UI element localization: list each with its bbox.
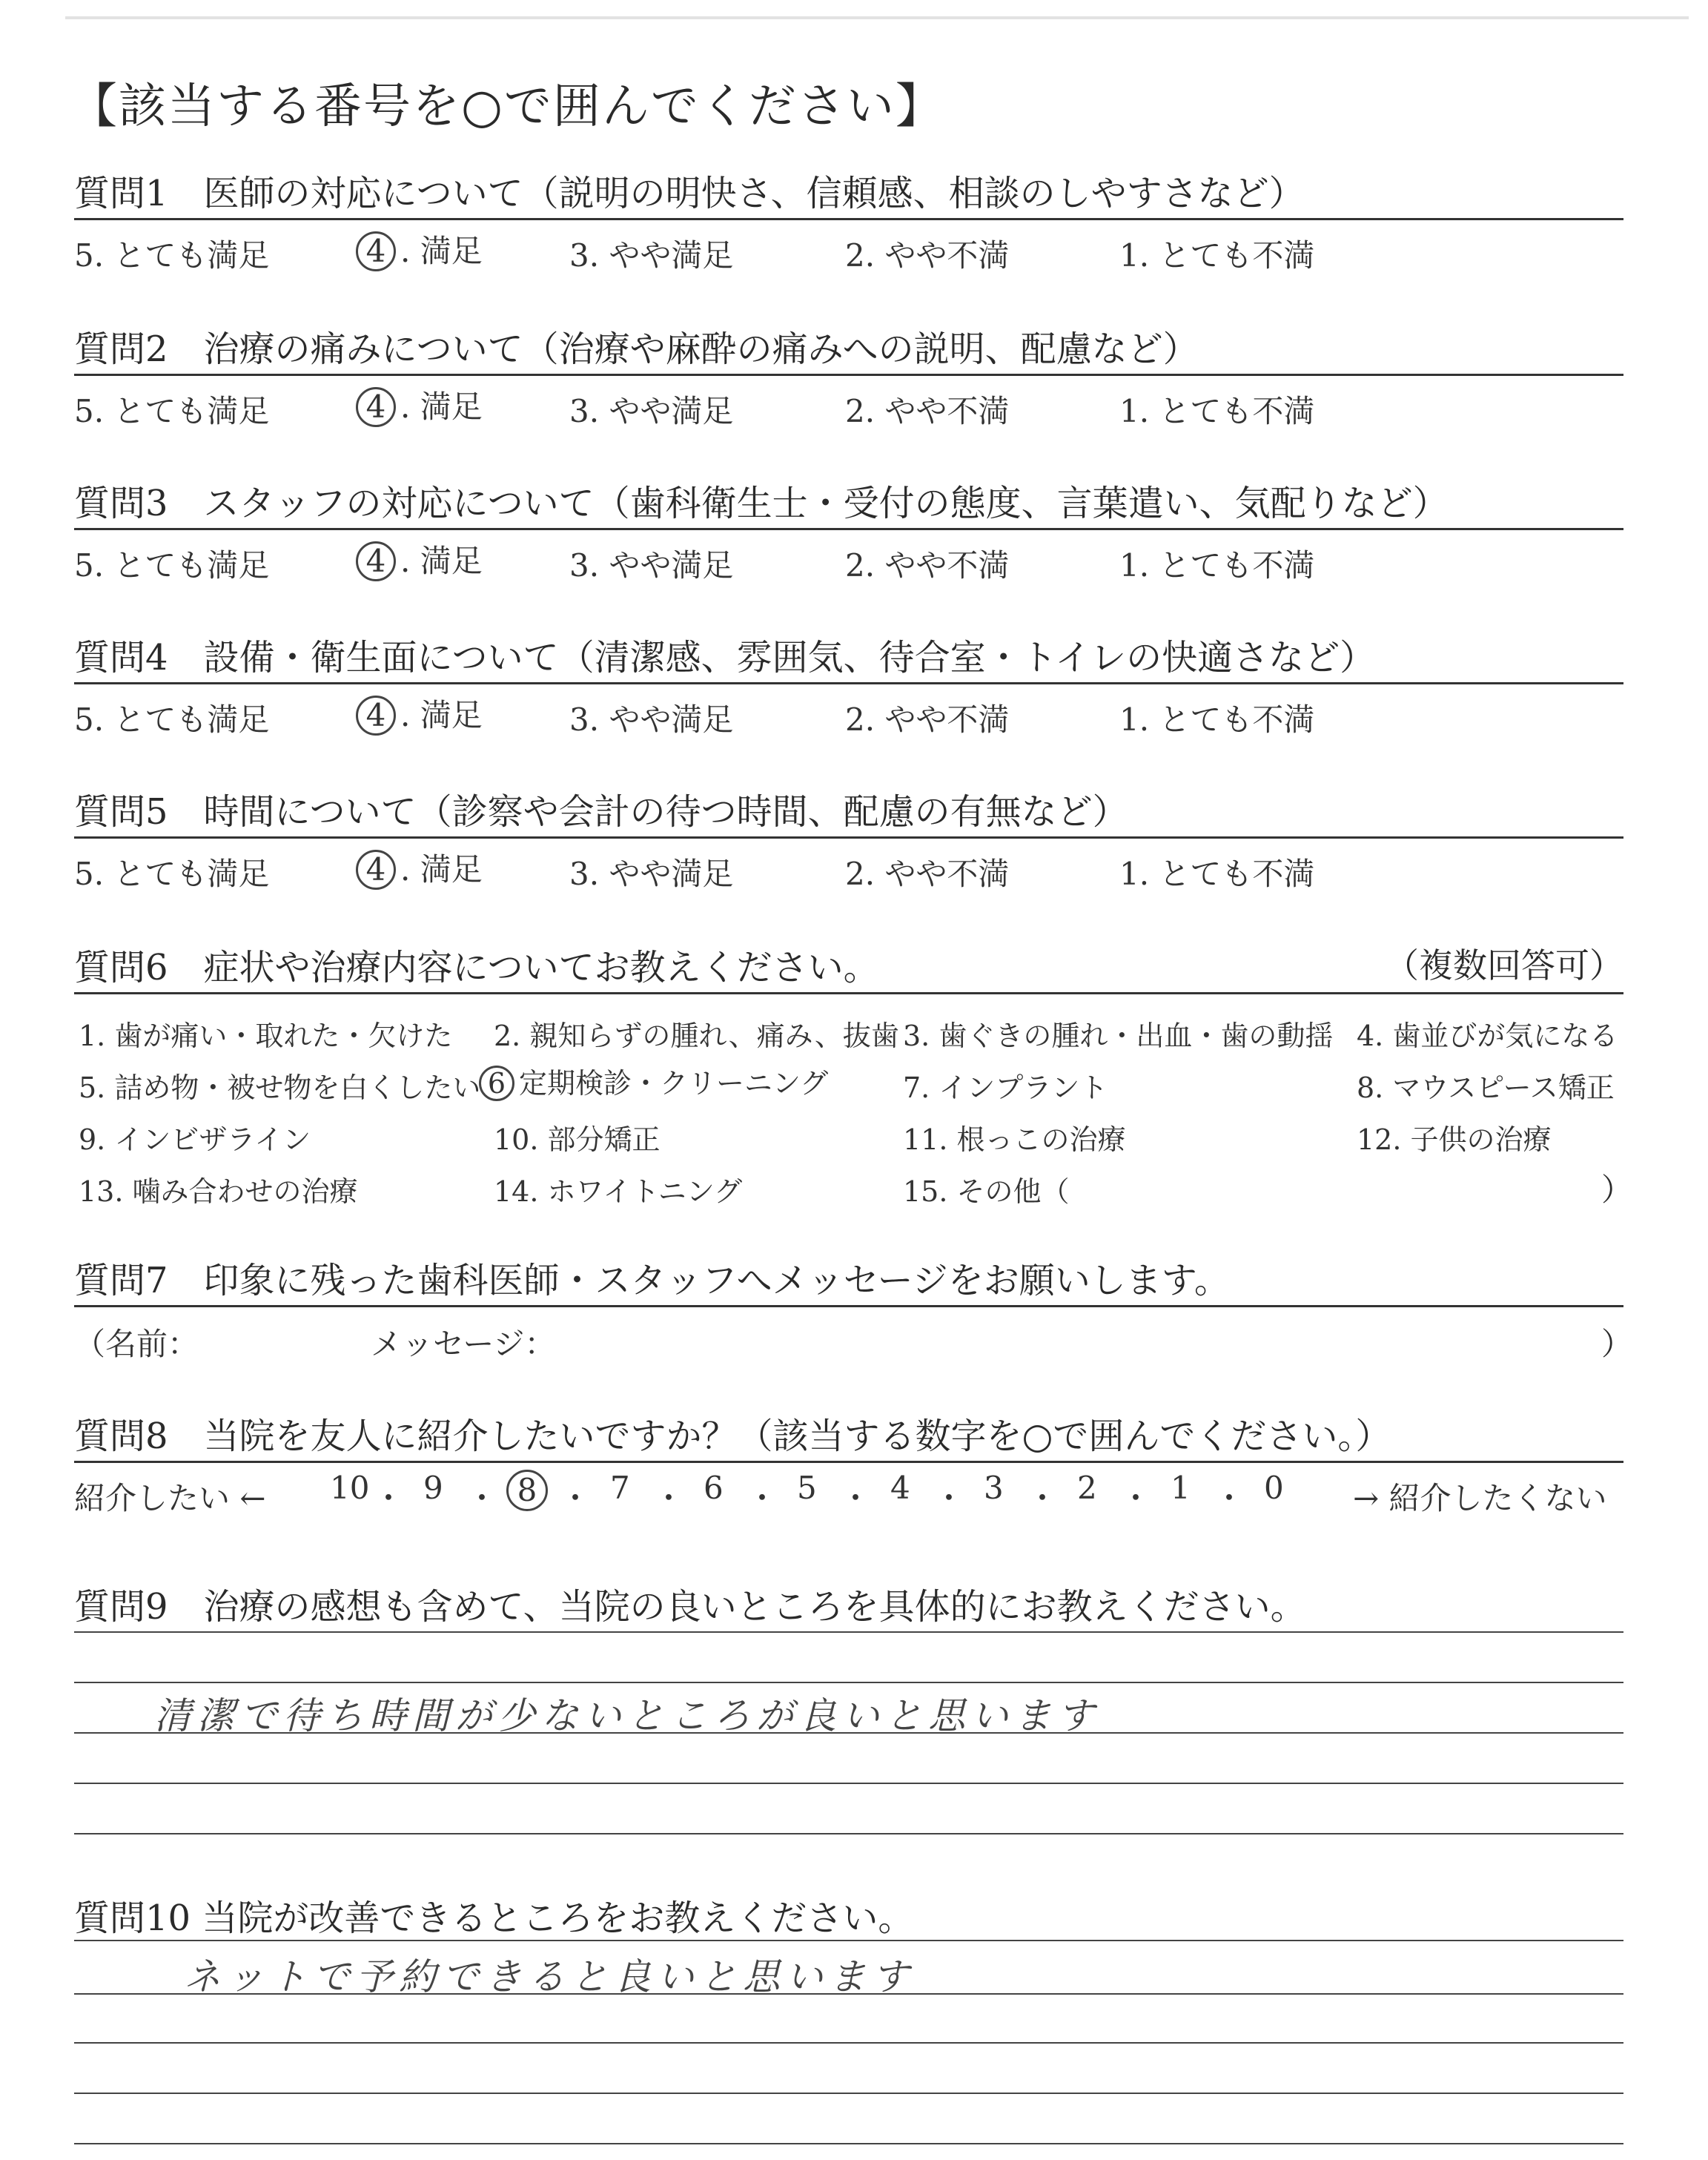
question-6-underline bbox=[74, 992, 1623, 994]
q10-answer-line-5 bbox=[74, 2143, 1623, 2144]
question-4-heading: 質問4 設備・衛生面について（清潔感、雰囲気、待合室・トイレの快適さなど） bbox=[74, 637, 1376, 678]
q3-option-5[interactable]: 5. とても満足 bbox=[74, 547, 270, 584]
q4-option-1[interactable]: 1. とても不満 bbox=[1119, 701, 1315, 738]
q6-item-13[interactable]: 13. 噛み合わせの治療 bbox=[79, 1175, 358, 1208]
q9-answer-line-4 bbox=[74, 1783, 1623, 1784]
q8-scale-value-1[interactable]: 1 bbox=[1171, 1470, 1191, 1506]
question-6-heading: 質問6 症状や治療内容についてお教えください。 bbox=[74, 947, 879, 988]
q6-item-7[interactable]: 7. インプラント bbox=[903, 1071, 1108, 1104]
q6-item-6-label: 定期検診・クリーニング bbox=[519, 1067, 829, 1100]
q6-item-6[interactable] bbox=[479, 1060, 828, 1101]
question-8-underline bbox=[74, 1461, 1623, 1463]
q10-handwritten-answer[interactable]: ネットで予約できると良いと思います bbox=[184, 1955, 915, 1998]
question-3-underline bbox=[74, 528, 1623, 530]
q5-option-4-number: 4 bbox=[356, 850, 396, 890]
question-9-heading: 質問9 治療の感想も含めて、当院の良いところを具体的にお教えください。 bbox=[74, 1586, 1306, 1628]
q8-scale-separator: ・ bbox=[840, 1480, 872, 1516]
page-title: 【該当する番号を○で囲んでください】 bbox=[70, 79, 944, 134]
q8-scale-separator: ・ bbox=[933, 1480, 965, 1516]
q8-scale-separator: ・ bbox=[560, 1480, 592, 1516]
q1-option-3[interactable]: 3. やや満足 bbox=[569, 237, 734, 274]
q2-option-2[interactable]: 2. やや不満 bbox=[845, 393, 1010, 429]
q1-option-4-label: . 満足 bbox=[400, 233, 483, 269]
q1-option-2[interactable]: 2. やや不満 bbox=[845, 237, 1010, 274]
question-10-heading: 質問10 当院が改善できるところをお教えください。 bbox=[74, 1898, 914, 1939]
q7-message-label[interactable]: メッセージ： bbox=[371, 1326, 556, 1362]
q8-scale-value-9[interactable]: 9 bbox=[423, 1470, 443, 1506]
q4-option-2[interactable]: 2. やや不満 bbox=[845, 701, 1010, 738]
q6-item-1[interactable]: 1. 歯が痛い・取れた・欠けた bbox=[79, 1020, 453, 1052]
question-2 bbox=[74, 320, 1623, 469]
q9-answer-line-2 bbox=[74, 1682, 1623, 1683]
q1-option-4[interactable] bbox=[356, 227, 483, 271]
q6-item-10[interactable]: 10. 部分矯正 bbox=[494, 1123, 661, 1156]
question-5-underline bbox=[74, 836, 1623, 839]
q3-option-2[interactable]: 2. やや不満 bbox=[845, 547, 1010, 584]
q8-scale-separator: ・ bbox=[373, 1480, 405, 1516]
q8-scale-value-3[interactable]: 3 bbox=[984, 1470, 1004, 1506]
q5-option-4-label: . 満足 bbox=[400, 851, 483, 888]
question-5-heading: 質問5 時間について（診察や会計の待つ時間、配慮の有無など） bbox=[74, 791, 1128, 833]
q8-scale-value-6[interactable]: 6 bbox=[704, 1470, 724, 1506]
q6-item-8[interactable]: 8. マウスピース矯正 bbox=[1357, 1071, 1615, 1104]
q3-option-1[interactable]: 1. とても不満 bbox=[1119, 547, 1315, 584]
q1-option-5[interactable]: 5. とても満足 bbox=[74, 237, 270, 274]
q2-option-3[interactable]: 3. やや満足 bbox=[569, 393, 734, 429]
q6-item-12[interactable]: 12. 子供の治療 bbox=[1357, 1123, 1552, 1156]
question-4 bbox=[74, 629, 1623, 777]
q8-scale-separator: ・ bbox=[747, 1480, 778, 1516]
q4-option-4-label: . 満足 bbox=[400, 697, 483, 733]
q5-option-3[interactable]: 3. やや満足 bbox=[569, 856, 734, 892]
q6-item-14[interactable]: 14. ホワイトニング bbox=[494, 1175, 743, 1208]
question-1-heading: 質問1 医師の対応について（説明の明快さ、信頼感、相談のしやすさなど） bbox=[74, 173, 1305, 214]
q2-option-5[interactable]: 5. とても満足 bbox=[74, 393, 270, 429]
q9-answer-line-1 bbox=[74, 1631, 1623, 1633]
q6-item-4[interactable]: 4. 歯並びが気になる bbox=[1357, 1020, 1618, 1052]
q8-scale-separator: ・ bbox=[466, 1480, 498, 1516]
q5-option-1[interactable]: 1. とても不満 bbox=[1119, 856, 1315, 892]
q10-answer-line-1 bbox=[74, 1940, 1623, 1941]
q8-scale-value-8[interactable]: 8 bbox=[506, 1470, 548, 1511]
q8-scale-value-10[interactable]: 10 bbox=[330, 1470, 370, 1506]
q10-answer-line-3 bbox=[74, 2042, 1623, 2044]
q2-option-4-label: . 満足 bbox=[400, 389, 483, 425]
q2-option-1[interactable]: 1. とても不満 bbox=[1119, 393, 1315, 429]
q8-scale-value-4[interactable]: 4 bbox=[890, 1470, 910, 1506]
q5-option-2[interactable]: 2. やや不満 bbox=[845, 856, 1010, 892]
q4-option-5[interactable]: 5. とても満足 bbox=[74, 701, 270, 738]
q5-option-5[interactable]: 5. とても満足 bbox=[74, 856, 270, 892]
q6-item-9[interactable]: 9. インビザライン bbox=[79, 1123, 311, 1156]
q6-item-15[interactable]: 15. その他（ bbox=[903, 1175, 1070, 1208]
question-2-underline bbox=[74, 374, 1623, 376]
q4-option-3[interactable]: 3. やや満足 bbox=[569, 701, 734, 738]
q2-option-4-number: 4 bbox=[356, 387, 396, 427]
q8-scale-separator: ・ bbox=[1027, 1480, 1059, 1516]
q6-item-6-number: 6 bbox=[479, 1066, 514, 1101]
q8-scale-separator: ・ bbox=[1214, 1480, 1245, 1516]
question-2-heading: 質問2 治療の痛みについて（治療や麻酔の痛みへの説明、配慮など） bbox=[74, 328, 1199, 370]
q5-option-4[interactable] bbox=[356, 845, 483, 890]
question-5 bbox=[74, 783, 1623, 931]
question-3 bbox=[74, 475, 1623, 623]
scan-top-edge bbox=[65, 16, 1689, 19]
q6-item-5[interactable]: 5. 詰め物・被せ物を白くしたい bbox=[79, 1071, 481, 1104]
q4-option-4-number: 4 bbox=[356, 696, 396, 736]
q3-option-4-label: . 満足 bbox=[400, 543, 483, 579]
q1-option-4-number: 4 bbox=[356, 231, 396, 271]
q3-option-3[interactable]: 3. やや満足 bbox=[569, 547, 734, 584]
q8-scale-value-2[interactable]: 2 bbox=[1077, 1470, 1097, 1506]
q9-answer-line-5 bbox=[74, 1833, 1623, 1834]
q8-scale-value-5[interactable]: 5 bbox=[797, 1470, 817, 1506]
question-6 bbox=[74, 939, 1633, 1221]
q8-scale-value-7[interactable]: 7 bbox=[610, 1470, 630, 1506]
q8-scale-value-0[interactable]: 0 bbox=[1264, 1470, 1284, 1506]
q10-answer-line-4 bbox=[74, 2093, 1623, 2094]
question-6-multiple-note: （複数回答可） bbox=[1385, 945, 1623, 985]
question-3-heading: 質問3 スタッフの対応について（歯科衛生士・受付の態度、言葉遣い、気配りなど） bbox=[74, 483, 1449, 524]
question-7-underline bbox=[74, 1305, 1623, 1307]
q4-option-4[interactable] bbox=[356, 691, 483, 736]
question-8-heading: 質問8 当院を友人に紹介したいですか？（該当する数字を○で囲んでください。） bbox=[74, 1416, 1391, 1457]
q8-right-label: → 紹介したくない bbox=[1353, 1480, 1607, 1516]
question-7 bbox=[74, 1252, 1633, 1400]
q7-close-paren: ） bbox=[1601, 1326, 1633, 1362]
q6-item-11[interactable]: 11. 根っこの治療 bbox=[903, 1123, 1126, 1156]
question-1-underline bbox=[74, 218, 1623, 220]
q1-option-1[interactable]: 1. とても不満 bbox=[1119, 237, 1315, 274]
q2-option-4[interactable] bbox=[356, 383, 483, 427]
q3-option-4[interactable] bbox=[356, 537, 483, 581]
q9-handwritten-answer[interactable]: 清潔で待ち時間が少ないところが良いと思います bbox=[154, 1694, 1100, 1737]
q6-other-close-paren: ） bbox=[1601, 1172, 1633, 1208]
q7-name-label[interactable]: （名前： bbox=[74, 1326, 199, 1362]
q6-item-3[interactable]: 3. 歯ぐきの腫れ・出血・歯の動揺 bbox=[903, 1020, 1334, 1052]
q6-item-2[interactable]: 2. 親知らずの腫れ、痛み、抜歯 bbox=[494, 1020, 899, 1052]
q8-left-label: 紹介したい ← bbox=[74, 1480, 266, 1516]
question-1 bbox=[74, 165, 1623, 313]
q3-option-4-number: 4 bbox=[356, 541, 396, 581]
q8-scale-separator: ・ bbox=[1120, 1480, 1152, 1516]
q8-scale-separator: ・ bbox=[653, 1480, 685, 1516]
question-4-underline bbox=[74, 682, 1623, 684]
question-7-heading: 質問7 印象に残った歯科医師・スタッフへメッセージをお願いします。 bbox=[74, 1260, 1230, 1301]
